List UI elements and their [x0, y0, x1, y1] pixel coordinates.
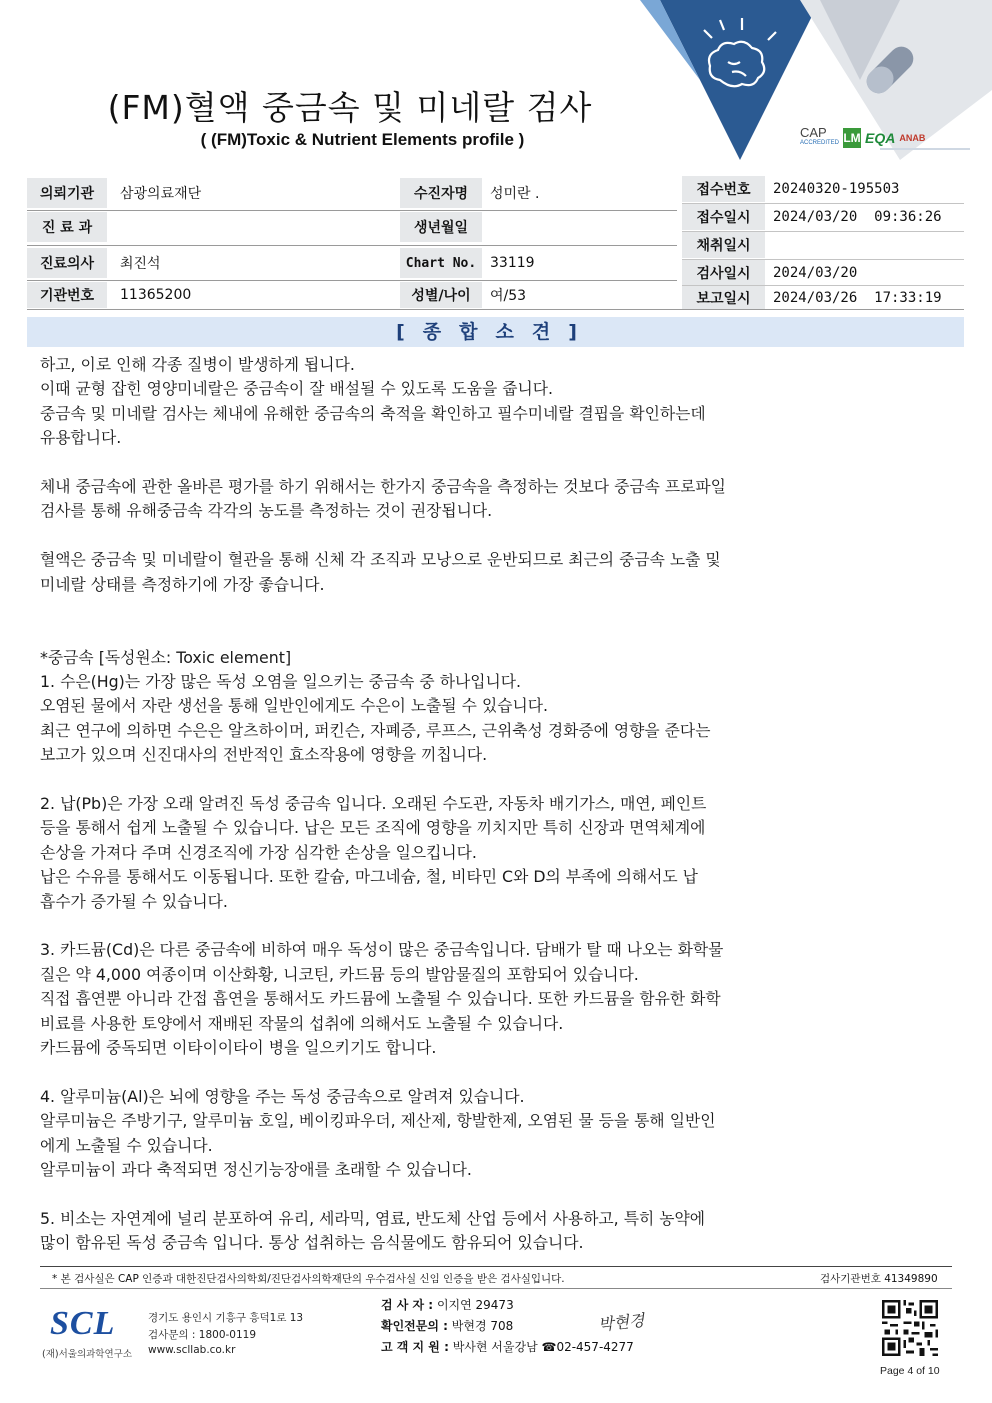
text-line: [40, 768, 940, 792]
anab-logo: ANAB: [899, 133, 926, 143]
tester-value: 이지연 29473: [436, 1298, 514, 1312]
institution-label: 의뢰기관: [27, 178, 107, 208]
qr-code-icon: [882, 1300, 938, 1356]
row-divider: [682, 203, 964, 204]
report-title: (FM)혈액 중금속 및 미네랄 검사: [107, 88, 593, 127]
support-row: [381, 1338, 634, 1355]
cap-logo: CAP ACCREDITED: [800, 125, 840, 146]
report-date-value: 2024/03/26 17:33:19: [773, 290, 942, 306]
specialist-label: 확인전문의 :: [381, 1319, 448, 1333]
text-line: [40, 914, 940, 938]
chart-value: 33119: [490, 255, 535, 271]
receipt-no-label: 접수번호: [682, 176, 765, 202]
logo-subtitle: (재)서울의과학연구소: [42, 1349, 133, 1360]
lab-inquiry: 검사문의 : 1800-0119: [148, 1329, 257, 1341]
text-line: 5. 비소는 자연계에 널리 분포하여 유리, 세라믹, 염료, 반도체 산업 등에서 사용하고, 특히 농약에: [40, 1208, 706, 1228]
text-line: 체내 중금속에 관한 올바른 평가를 하기 위해서는 한가지 중금속을 측정하는 것보다 중금속 프로파일: [40, 476, 726, 496]
text-line: 오염된 물에서 자란 생선을 통해 일반인에게도 수은이 노출될 수 있습니다.: [40, 696, 549, 716]
text-line: 1. 수은(Hg)는 가장 많은 독성 오염을 일으키는 중금속 중 하나입니다.: [40, 672, 522, 692]
test-date-label: 검사일시: [682, 260, 765, 286]
text-line: [40, 451, 940, 475]
text-line: 3. 카드뮴(Cd)은 다른 중금속에 비하여 매우 독성이 많은 중금속입니다. 담배가 탈 때 나오는 화학물: [40, 940, 724, 960]
signature: 박현경: [597, 1310, 646, 1335]
row-divider: [682, 259, 964, 260]
lab-number: 검사기관번호 41349890: [820, 1273, 938, 1285]
text-line: 흡수가 증가될 수 있습니다.: [40, 891, 228, 911]
text-line: 납은 수유를 통해서도 이동됩니다. 또한 칼슘, 마그네슘, 철, 비타민 C와 D의 부족에 의해서도 납: [40, 867, 698, 887]
text-line: 많이 함유된 독성 중금속 입니다. 통상 섭취하는 음식물에도 함유되어 있습니다.: [40, 1233, 584, 1253]
support-value: 박사현 서울강남 ☎02-457-4277: [452, 1340, 634, 1354]
text-line: 검사를 통해 유해중금속 각각의 농도를 측정하는 것이 권장됩니다.: [40, 501, 493, 521]
eqa-logo: EQA: [865, 130, 896, 146]
text-line: 하고, 이로 인해 각종 질병이 발생하게 됩니다.: [40, 355, 355, 374]
row-divider: [27, 210, 677, 211]
footer-divider: [40, 1288, 952, 1289]
doctor-value: 최진석: [120, 256, 161, 272]
receipt-date-label: 접수일시: [682, 204, 765, 230]
page-number: Page 4 of 10: [880, 1365, 940, 1377]
text-line: 유용합니다.: [40, 428, 122, 448]
text-line: 카드뮴에 중독되면 이타이이타이 병을 일으키기도 합니다.: [40, 1037, 437, 1057]
text-line: 등을 통해서 쉽게 노출될 수 있습니다. 납은 모든 조직에 영향을 끼치지만 특히 신장과 면역체계에: [40, 818, 706, 838]
text-line: 손상을 가져다 주며 신경조직에 가장 심각한 손상을 일으킵니다.: [40, 842, 477, 862]
chart-label: Chart No.: [400, 248, 482, 278]
row-divider: [27, 309, 964, 310]
text-line: 최근 연구에 의하면 수은은 알츠하이머, 퍼킨슨, 자폐증, 루프스, 근위축성 경화증에 영향을 준다는: [40, 720, 711, 740]
patient-value: 성미란 .: [490, 186, 540, 202]
text-line: 질은 약 4,000 여종이며 이산화황, 니코틴, 카드뮴 등의 발암물질의 포함되어 있습니다.: [40, 964, 639, 984]
row-divider: [682, 231, 964, 232]
report-date-label: 보고일시: [682, 286, 765, 310]
text-line: 직접 흡연뿐 아니라 간접 흡연을 통해서도 카드뮴에 노출될 수 있습니다. 또한 카드뮴을 함유한 화학: [40, 989, 721, 1009]
text-line: [40, 597, 940, 621]
text-line: 중금속 및 미네랄 검사는 체내에 유해한 중금속의 축적을 확인하고 필수미네랄 결핍을 확인하는데: [40, 403, 706, 423]
text-line: 비료를 사용한 토양에서 재배된 작물의 섭취에 의해서도 노출될 수 있습니다.: [40, 1013, 564, 1033]
row-divider: [682, 285, 964, 286]
inst-no-label: 기관번호: [27, 282, 107, 308]
receipt-date-value: 2024/03/20 09:36:26: [773, 209, 942, 225]
support-label: 고 객 지 원 :: [381, 1340, 449, 1354]
text-line: [40, 1182, 940, 1206]
text-line: 이때 균형 잡힌 영양미네랄은 중금속이 잘 배설될 수 있도록 도움을 줍니다.: [40, 379, 554, 399]
summary-text: [40, 353, 940, 1255]
patient-label: 수진자명: [400, 178, 482, 208]
text-line: [40, 621, 940, 645]
text-line: 에게 노출될 수 있습니다.: [40, 1135, 213, 1155]
department-value: [112, 212, 392, 242]
certification-note: * 본 검사실은 CAP 인증과 대한진단검사의학회/진단검사의학재단의 우수검사실 신임 인증을 받은 검사실입니다.: [52, 1273, 565, 1285]
lab-website[interactable]: www.scllab.co.kr: [148, 1344, 236, 1356]
birth-label: 생년월일: [400, 212, 482, 242]
collect-label: 채취일시: [682, 232, 765, 258]
tester-row: [381, 1296, 514, 1313]
specialist-value: 박현경 708: [451, 1319, 514, 1333]
specialist-row: [381, 1317, 513, 1334]
lm-logo: LM: [843, 128, 861, 148]
receipt-no-value: 20240320-195503: [773, 181, 900, 197]
patient-info-table: [27, 176, 964, 310]
collect-value: [765, 232, 964, 258]
text-line: 4. 알루미늄(Al)은 뇌에 영향을 주는 독성 중금속으로 알려져 있습니다.: [40, 1086, 525, 1106]
text-line: 2. 납(Pb)은 가장 오래 알려진 독성 중금속 입니다. 오래된 수도관, 자동차 배기가스, 매연, 페인트: [40, 794, 707, 814]
text-line: 미네랄 상태를 측정하기에 가장 좋습니다.: [40, 574, 325, 594]
text-line: [40, 1060, 940, 1084]
cert-divider: [880, 148, 970, 150]
inst-no-value: 11365200: [120, 287, 192, 303]
text-line: 알루미늄이 과다 축적되면 정신기능장애를 초래할 수 있습니다.: [40, 1159, 472, 1179]
text-line: [40, 524, 940, 548]
birth-value: [482, 212, 677, 242]
tester-label: 검 사 자 :: [381, 1298, 434, 1312]
footer-divider: [40, 1266, 952, 1267]
doctor-label: 진료의사: [27, 248, 107, 278]
lab-address: 경기도 용인시 기흥구 흥덕1로 13: [148, 1312, 304, 1324]
section-title: [종합소견]: [27, 317, 964, 347]
text-line: 보고가 있으며 신진대사의 전반적인 효소작용에 영향을 끼칩니다.: [40, 745, 488, 765]
text-line: 알루미늄은 주방기구, 알루미늄 호일, 베이킹파우더, 제산제, 항발한제, 오염된 물 등을 통해 일반인: [40, 1111, 716, 1131]
row-divider: [27, 245, 677, 246]
test-date-value: 2024/03/20: [773, 265, 858, 281]
institution-value: 삼광의료재단: [120, 186, 202, 202]
text-line: *중금속 [독성원소: Toxic element]: [40, 647, 292, 667]
department-label: 진 료 과: [27, 212, 107, 242]
scl-logo: SCL: [50, 1305, 116, 1342]
sexage-value: 여/53: [490, 288, 527, 304]
report-subtitle: ( (FM)Toxic & Nutrient Elements profile ): [200, 130, 525, 149]
text-line: 혈액은 중금속 및 미네랄이 혈관을 통해 신체 각 조직과 모낭으로 운반되므로 최근의 중금속 노출 및: [40, 550, 721, 570]
row-divider: [27, 280, 677, 281]
sexage-label: 성별/나이: [400, 282, 482, 308]
